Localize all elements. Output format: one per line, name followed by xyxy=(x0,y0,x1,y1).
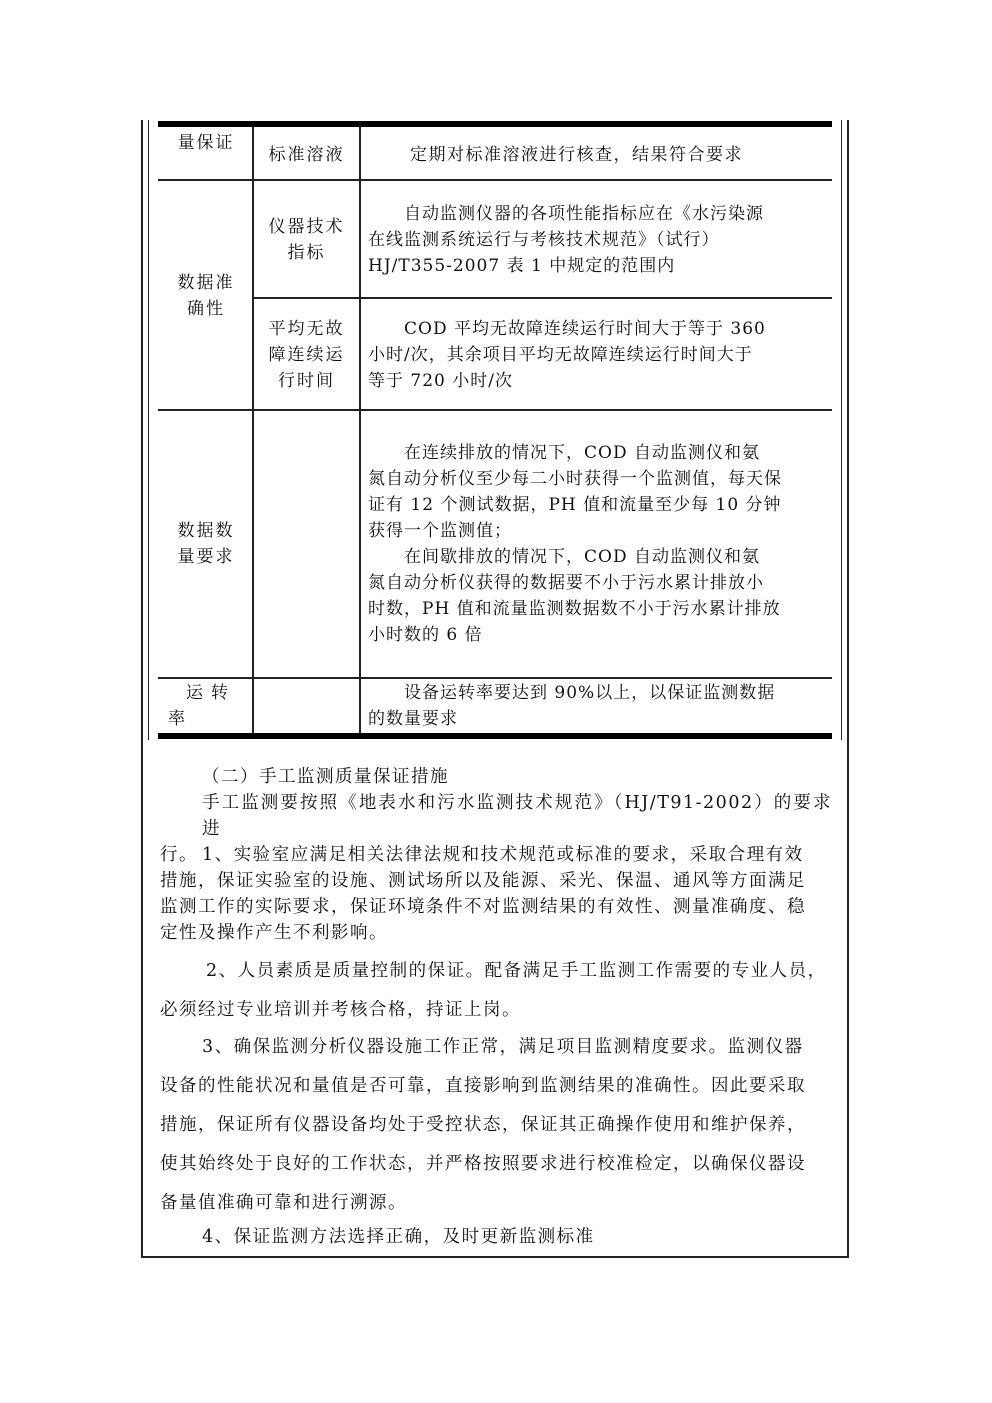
table-top-rule xyxy=(158,121,832,127)
cell-instrument-spec: 仪器技术 指标 xyxy=(268,217,345,263)
paragraph-3: 3、确保监测分析仪器设施工作正常，满足项目监测精度要求。监测仪器 设备的性能状况和量值是否可靠，直接影响到监测结果的准确性。因此要采取 措施，保证所有仪器设备均处于受控状态，保证其正确操作使用和维护保养， 使其始终处于良好的工作状态，并严格按照要求进行校准检定，以确保仪器设 备量值准确可靠和进行溯源。 xyxy=(160,1037,806,1213)
cell-operation-rate-desc: 设备运转率要达到 90%以上，以保证监测数据 的数量要求 xyxy=(368,683,776,729)
cell-standard-solution-desc: 定期对标准溶液进行核查，结果符合要求 xyxy=(410,145,743,165)
cell-data-quantity-desc: 在连续排放的情况下，COD 自动监测仪和氨 氮自动分析仪至少每二小时获得一个监测值，每天保 证有 12 个测试数据，PH 值和流量至少每 10 分钟 获得一个监测值； 在间歇排放的情况下，COD 自动监测仪和氨 氮自动分析仪获得的数据要不小于污水累计排放小 时数，PH 值和流量监测数据数不小于污水累计排放 小时数的 6 倍 xyxy=(368,443,782,645)
intro-paragraph: 手工监测要按照《地表水和污水监测技术规范》（HJ/T91-2002）的要求进 行。 xyxy=(160,793,832,865)
paragraph-2: 2、人员素质是质量控制的保证。配备满足手工监测工作需要的专业人员， 必须经过专业培训并考核合格，持证上岗。 xyxy=(160,961,827,1020)
cell-mtbf-desc: COD 平均无故障连续运行时间大于等于 360 小时/次，其余项目平均无故障连续运行时间大于 等于 720 小时/次 xyxy=(368,319,766,391)
row-divider-1 xyxy=(158,179,832,181)
cell-operation-rate: 运转 率 xyxy=(168,683,236,729)
cell-instrument-spec-desc: 自动监测仪器的各项性能指标应在《水污染源 在线监测系统运行与考核技术规范》（试行） HJ/T355-2007 表 1 中规定的范围内 xyxy=(368,204,764,276)
section-heading: （二）手工监测质量保证措施 xyxy=(202,767,449,787)
table-inner-border-right xyxy=(841,120,842,740)
cell-quality-assurance: 量保证 xyxy=(177,133,235,153)
row-divider-3 xyxy=(158,409,832,411)
cell-data-accuracy: 数据准 确性 xyxy=(177,273,235,319)
cell-data-quantity: 数据数 量要求 xyxy=(177,521,235,567)
col-divider-2 xyxy=(359,127,361,733)
cell-standard-solution: 标准溶液 xyxy=(268,145,345,165)
cell-mtbf: 平均无故 障连续运 行时间 xyxy=(268,319,345,391)
row-divider-2 xyxy=(252,297,832,299)
paragraph-4: 4、保证监测方法选择正确，及时更新监测标准 xyxy=(202,1227,595,1247)
paragraph-1: 1、实验室应满足相关法律法规和技术规范或标准的要求，采取合理有效 措施，保证实验室的设施、测试场所以及能源、采光、保温、通风等方面满足 监测工作的实际要求，保证环境条件不对监测结果的有效性、测量准确度、稳 定性及操作产生不利影响。 xyxy=(160,845,806,943)
table-bottom-rule xyxy=(158,733,832,739)
row-divider-4 xyxy=(158,677,832,679)
table-inner-border-left xyxy=(148,120,149,740)
